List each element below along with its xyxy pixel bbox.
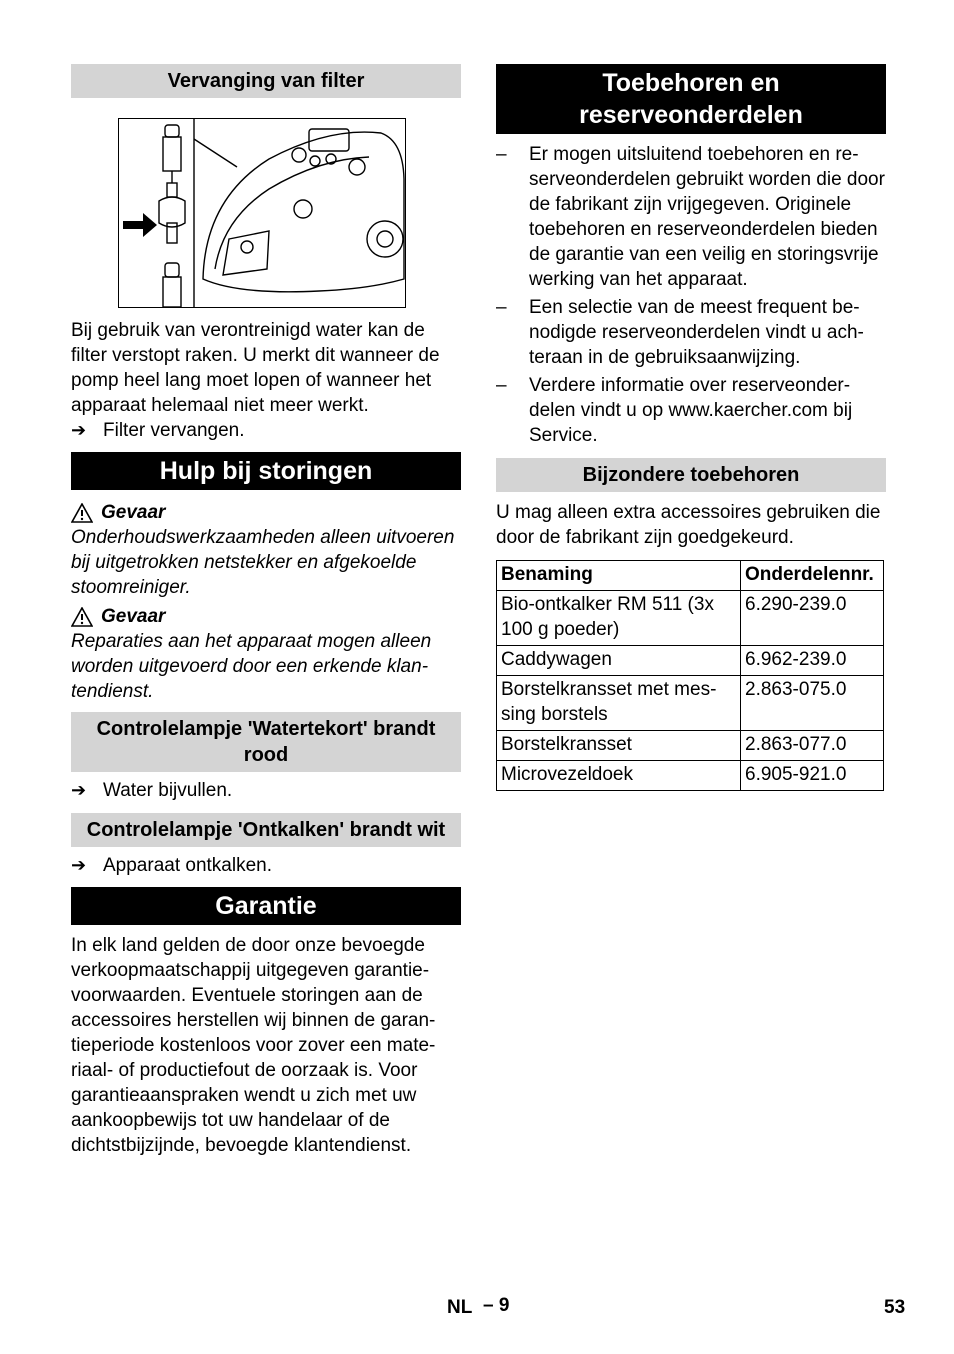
water-heading: Controlelampje 'Watertekort' brandt rood xyxy=(71,712,461,772)
table-cell: 6.905-921.0 xyxy=(741,761,884,791)
descale-action-text: Apparaat ontkalken. xyxy=(103,855,273,876)
footer-local-page: – 9 xyxy=(483,1295,510,1316)
steam-cleaner-illustration xyxy=(119,119,405,307)
list-item: – Verdere informatie over reserveonderdelen vindt u op www.kaercher.com bij Service. xyxy=(496,373,886,448)
filter-action-text: Filter vervangen. xyxy=(103,420,245,441)
danger-label-1 xyxy=(71,500,461,525)
left-column xyxy=(71,64,461,1158)
special-heading: Bijzondere toebehoren xyxy=(496,458,886,492)
right-column xyxy=(496,64,886,791)
table-cell: Bio-ontkalker RM 511 (3x 100 g poeder) xyxy=(497,591,741,646)
table-cell: Borstelkransset met messing borstels xyxy=(497,676,741,731)
warning-triangle-icon xyxy=(71,503,93,523)
table-row xyxy=(497,676,884,731)
descale-heading: Controlelampje 'Ontkalken' brandt wit xyxy=(71,813,461,847)
table-cell: Borstelkransset xyxy=(497,731,741,761)
table-row xyxy=(497,591,884,646)
filter-illustration xyxy=(118,118,406,308)
danger-1-text-label: Gevaar xyxy=(101,502,166,523)
table-row xyxy=(497,731,884,761)
water-action-text: Water bijvullen. xyxy=(103,780,233,801)
parts-table xyxy=(496,560,884,791)
danger-label-2 xyxy=(71,604,461,629)
arrow-right-icon: ➔ xyxy=(71,855,87,875)
filter-paragraph: Bij gebruik van verontreinigd water kan de filter verstopt raken. U merkt dit wanneer de pomp heel lang moet lopen of wanneer het apparaat helemaal niet meer werkt. xyxy=(71,320,440,416)
help-heading: Hulp bij storingen xyxy=(71,452,461,490)
warranty-paragraph: In elk land gelden de door onze bevoegde verkoopmaatschappij uitgegeven garantievoorwaarden. Eventuele storingen aan de accessoires herstellen wij binnen de garantieperiode kostenloos voor zover een materiaal- of productiefout de oorzaak is. Voor garantieaanspraken wendt u zich met uw aankoopbewijs tot uw handelaar of de dichtstbijzijnde, bevoegde klantendienst. xyxy=(71,935,436,1156)
footer-page-number: 53 xyxy=(884,1297,906,1318)
table-row xyxy=(497,646,884,676)
table-cell: Caddywagen xyxy=(497,646,741,676)
table-cell: Microvezeldoek xyxy=(497,761,741,791)
table-header-cell: Onderdelennr. xyxy=(741,561,884,591)
filter-action xyxy=(71,418,461,443)
warranty-heading: Garantie xyxy=(71,887,461,925)
table-row xyxy=(497,761,884,791)
danger-2-text: Reparaties aan het apparaat mogen alleen worden uitgevoerd door een erkende klantendienst. xyxy=(71,631,432,702)
arrow-right-icon: ➔ xyxy=(71,420,87,440)
danger-1-text: Onderhoudswerkzaamheden alleen uitvoeren bij uitgetrokken netstekker en afgekoelde stoomreiniger. xyxy=(71,527,455,598)
warning-triangle-icon xyxy=(71,607,93,627)
table-cell: 2.863-075.0 xyxy=(741,676,884,731)
table-header-cell: Benaming xyxy=(497,561,741,591)
table-cell: 6.290-239.0 xyxy=(741,591,884,646)
list-item: – Een selectie van de meest frequent benodigde reserveonderdelen vindt u achteraan in de gebruiksaanwijzing. xyxy=(496,295,886,370)
descale-action xyxy=(71,853,461,878)
accessories-heading: Toebehoren en reserveonderdelen xyxy=(496,64,886,134)
danger-2-text-label: Gevaar xyxy=(101,606,166,627)
list-item: – Er mogen uitsluitend toebehoren en reserveonderdelen gebruikt worden die door de fabrikant zijn vrijgegeven. Originele toebehoren en reserveonderdelen bieden de garantie van een veilig en storingsvrije werking van het apparaat. xyxy=(496,142,886,292)
table-cell: 2.863-077.0 xyxy=(741,731,884,761)
footer-language: NL xyxy=(447,1297,473,1318)
table-cell: 6.962-239.0 xyxy=(741,646,884,676)
accessories-list xyxy=(496,142,886,448)
arrow-right-icon: ➔ xyxy=(71,780,87,800)
special-paragraph: U mag alleen extra accessoires gebruiken die door de fabrikant zijn goedgekeurd. xyxy=(496,502,881,548)
filter-heading: Vervanging van filter xyxy=(71,64,461,98)
water-action xyxy=(71,778,461,803)
table-header-row xyxy=(497,561,884,591)
